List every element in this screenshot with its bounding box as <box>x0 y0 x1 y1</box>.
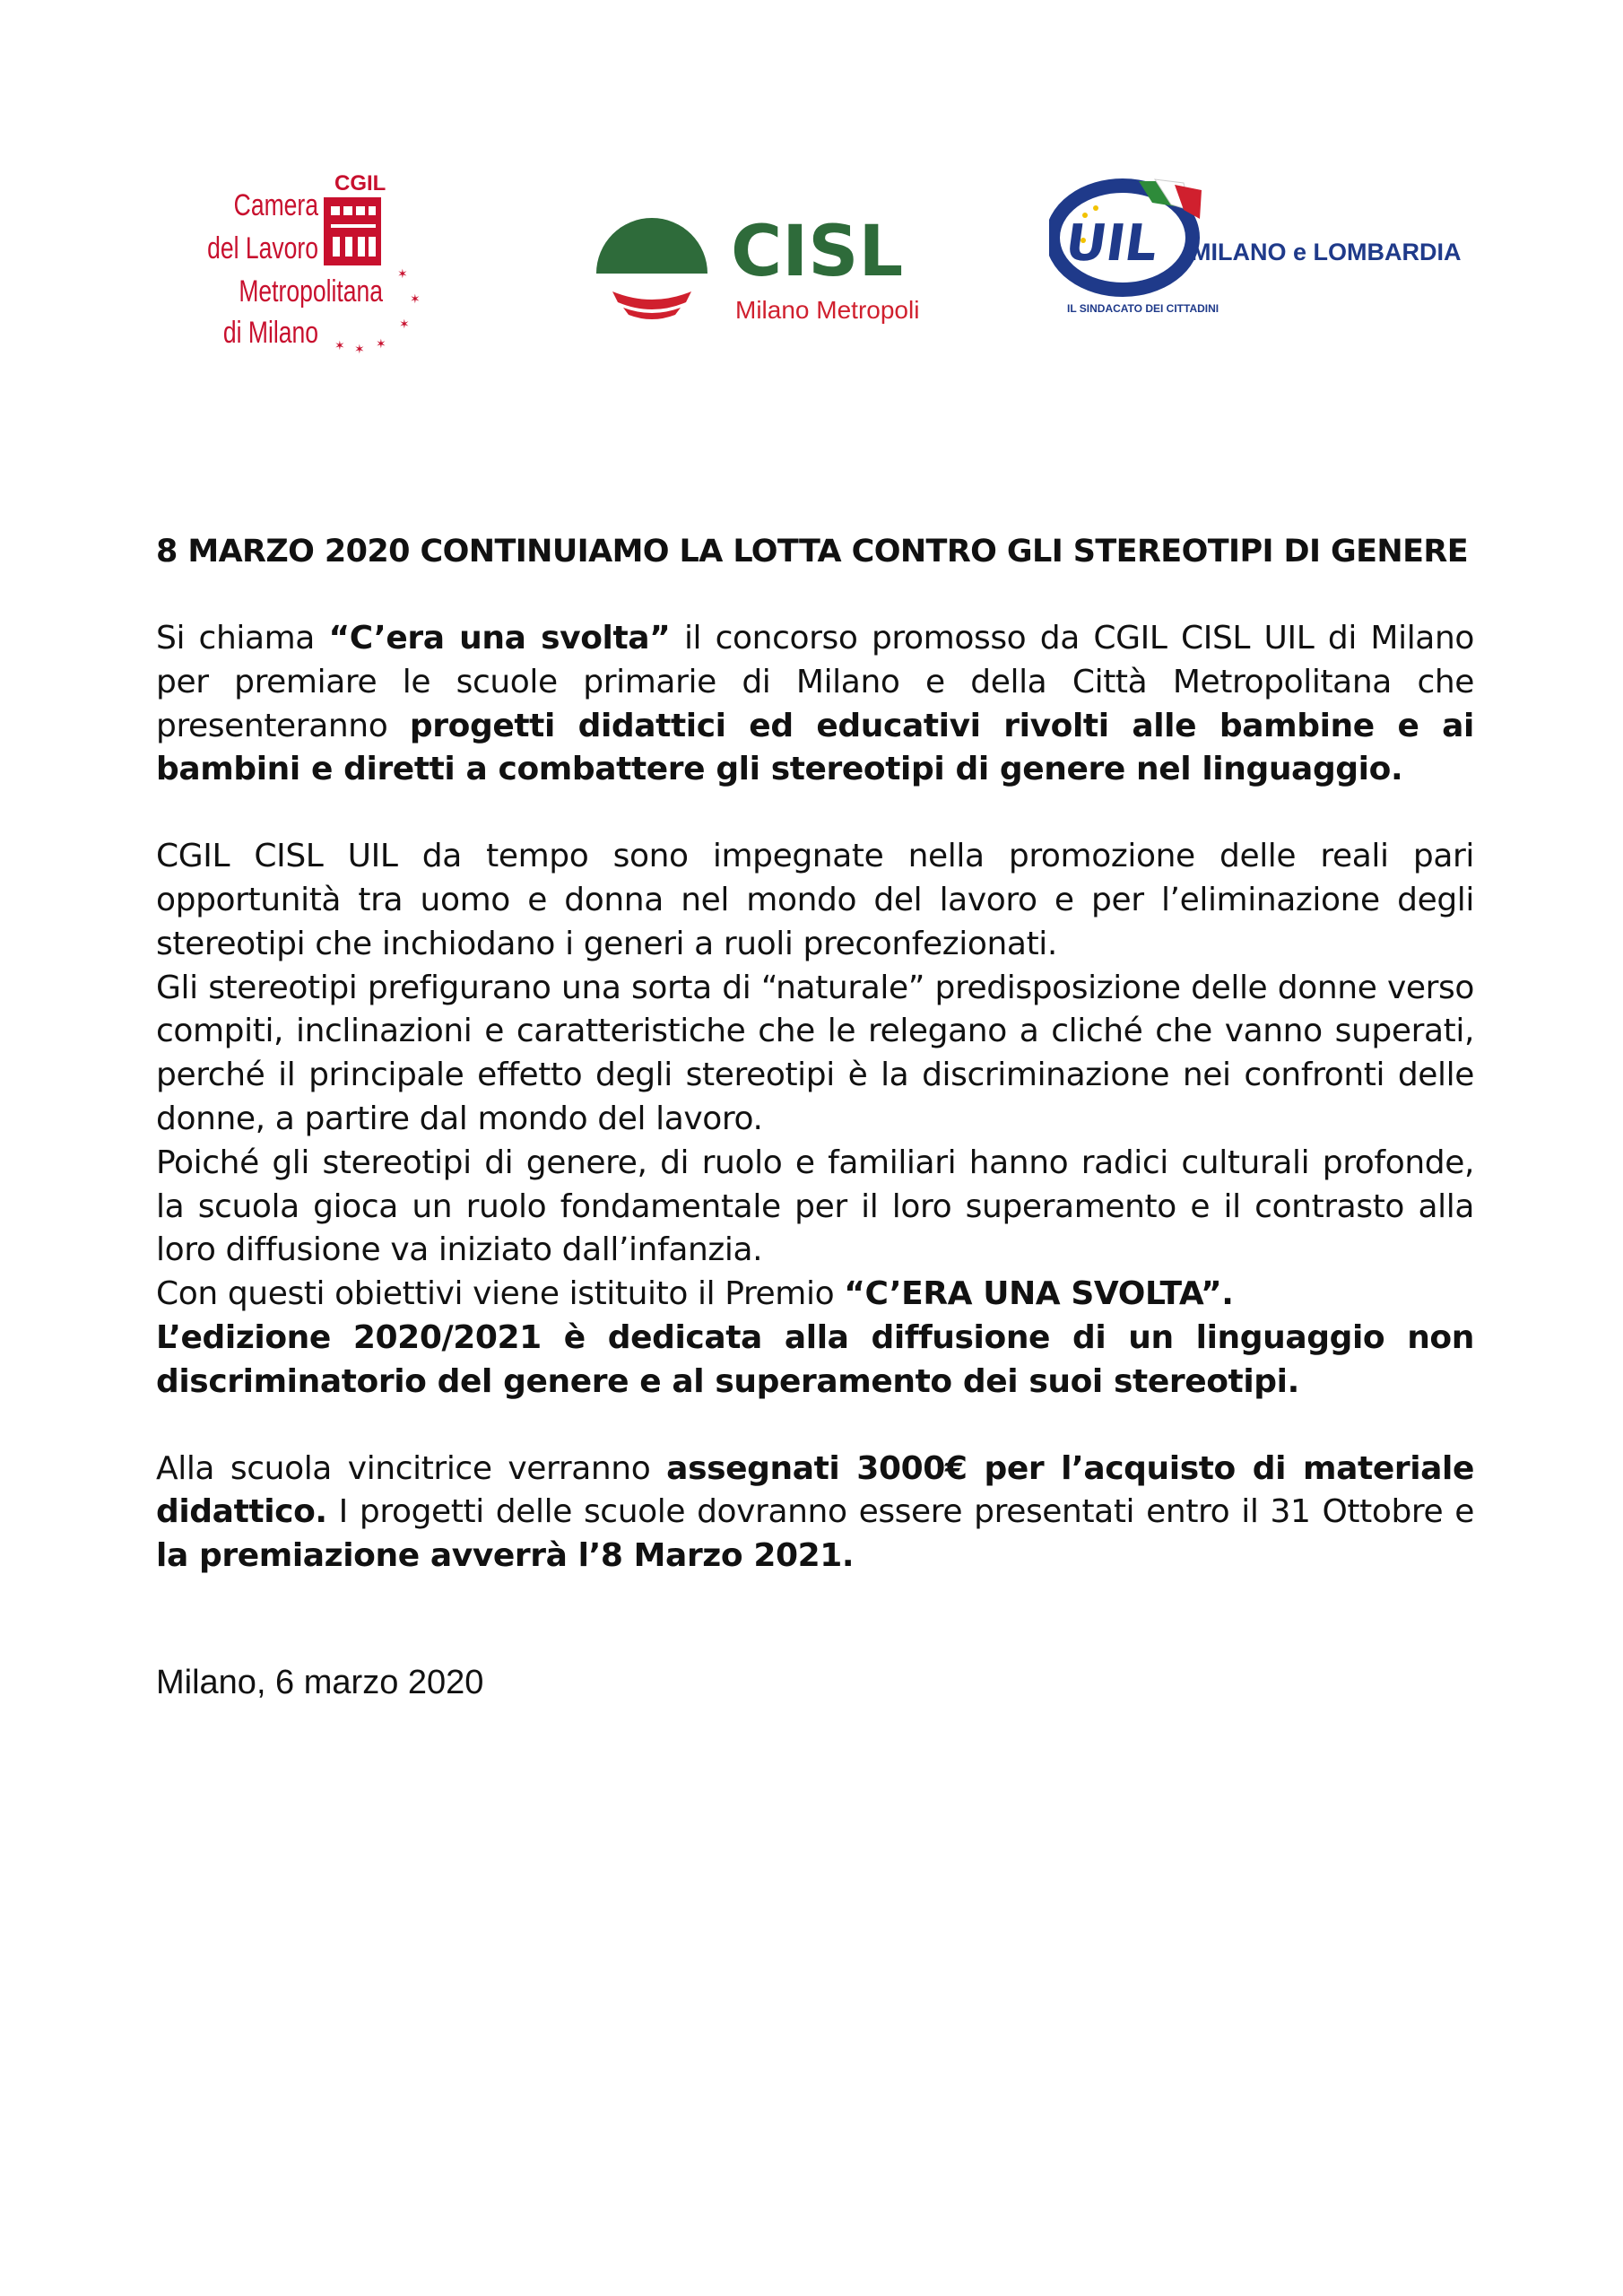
paragraph-intro <box>156 617 1474 792</box>
svg-text:✶: ✶ <box>399 317 410 332</box>
cisl-name: CISL <box>731 212 904 292</box>
paragraph-7 <box>156 1448 1474 1578</box>
award-text-2: I progetti delle scuole dovranno essere presentati entro il 31 Ottobre e <box>326 1493 1474 1531</box>
paragraph-2: CGIL CISL UIL da tempo sono impegnate nella promozione delle reali pari opportunità tra uomo e donna nel mondo del lavoro e per l’eliminazione degli stereotipi che inchiodano i generi a ruoli preconfezionati. <box>156 838 1474 962</box>
cisl-subtitle: Milano Metropoli <box>735 296 920 324</box>
svg-text:✶: ✶ <box>354 343 365 354</box>
svg-text:✶: ✶ <box>376 337 386 352</box>
intro-text-1: Si chiama <box>156 620 329 657</box>
cisl-logo <box>587 193 928 336</box>
svg-text:✶: ✶ <box>410 292 421 307</box>
prize-text: Con questi obiettivi viene istituito il Premio <box>156 1275 845 1313</box>
cgil-logo <box>184 170 426 354</box>
paragraph-6 <box>156 1317 1474 1405</box>
paragraph-3: Gli stereotipi prefigurano una sorta di “naturale” predisposizione delle donne verso compiti, inclinazioni e caratteristiche che le relegano a cliché che vanno superati, perché il principale effetto degli stereotipi è la discriminazione nei confronti delle donne, a partire dal mondo del lavoro. <box>156 969 1474 1137</box>
cgil-line-2: del Lavoro <box>207 230 318 265</box>
document-body <box>156 529 1474 1578</box>
uil-region: MILANO e LOMBARDIA <box>1191 239 1462 265</box>
ceremony-date: la premiazione avverrà l’8 Marzo 2021. <box>156 1537 855 1575</box>
cgil-line-3: Metropolitana <box>239 274 383 309</box>
cgil-top-label: CGIL <box>334 171 386 196</box>
prize-name: “C’ERA UNA SVOLTA”. <box>844 1275 1234 1313</box>
intro-text-2: il concorso promosso da CGIL CISL UIL di Milano per premiare le scuole primarie di Milano e della Città Metropolitana che presenteranno <box>156 620 1474 744</box>
award-text-1: Alla scuola vincitrice verranno <box>156 1449 667 1487</box>
document-title: 8 MARZO 2020 CONTINUIAMO LA LOTTA CONTRO GLI STEREOTIPI DI GENERE <box>156 534 1469 570</box>
svg-text:✶: ✶ <box>397 267 408 282</box>
paragraph-5 <box>156 1273 1474 1317</box>
uil-logo <box>1049 170 1488 327</box>
uil-name: UIL <box>1061 214 1162 273</box>
paragraph-4: Poiché gli stereotipi di genere, di ruolo e familiari hanno radici culturali profonde, la scuola gioca un ruolo fondamentale per il loro superamento e il contrasto alla loro diffusione va iniziato dall’infanzia. <box>156 1144 1474 1269</box>
edition-text: L’edizione 2020/2021 è dedicata alla diffusione di un linguaggio non discriminatorio del genere e al superamento dei suoi stereotipi. <box>156 1318 1474 1400</box>
header-logos <box>0 0 1623 377</box>
contest-name: “C’era una svolta” <box>328 620 671 657</box>
intro-emphasis: progetti didattici ed educativi rivolti alle bambine e ai bambini e diretti a combattere gli stereotipi di genere nel linguaggio. <box>156 707 1474 788</box>
dateline: Milano, 6 marzo 2020 <box>156 1664 484 1701</box>
cgil-line-1: Camera <box>233 187 318 222</box>
cisl-mark-icon <box>596 218 707 274</box>
svg-text:✶: ✶ <box>334 339 345 353</box>
award-emphasis: assegnati 3000€ per l’acquisto di materiale didattico. <box>156 1449 1474 1531</box>
cgil-line-4: di Milano <box>222 315 318 350</box>
uil-tagline: IL SINDACATO DEI CITTADINI <box>1067 302 1219 315</box>
